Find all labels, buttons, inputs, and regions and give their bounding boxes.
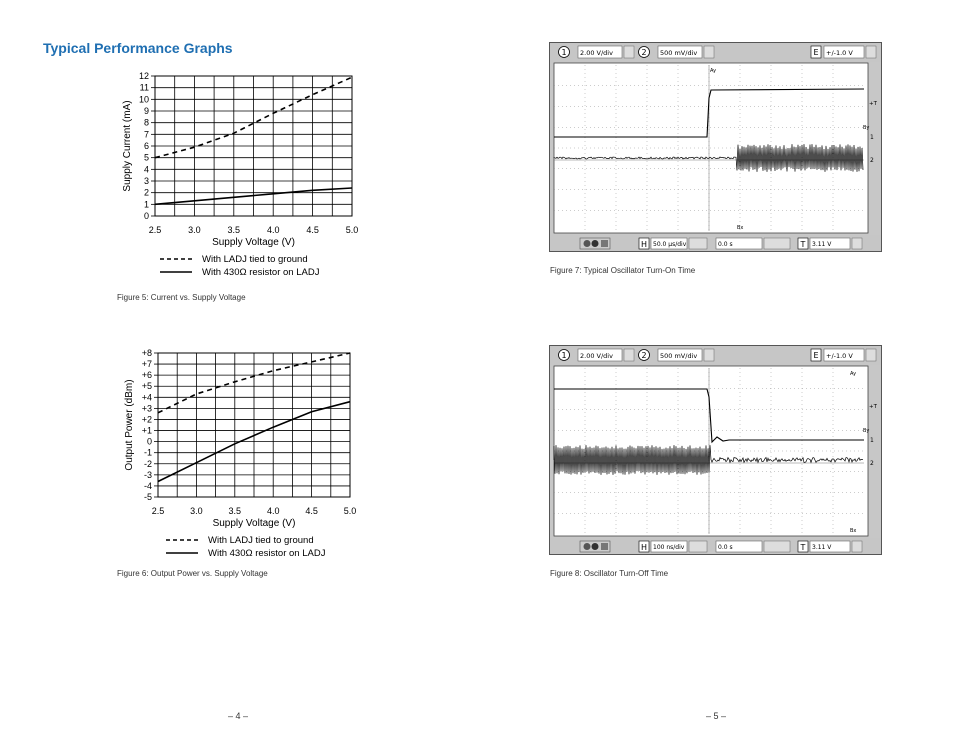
marker-b: Bx xyxy=(850,528,857,534)
x-tick-label: 3.0 xyxy=(190,506,203,516)
x-tick-label: 5.0 xyxy=(343,506,357,516)
trigger-source: E xyxy=(813,351,819,360)
trigger-marker: +T xyxy=(869,101,877,107)
y-tick-label: -5 xyxy=(143,492,152,502)
y-tick-label: -4 xyxy=(143,480,152,491)
ch2-scale: 500 mV/div xyxy=(660,352,698,360)
figure-6-caption: Figure 6: Output Power vs. Supply Voltage xyxy=(117,569,268,578)
ch2-coupling-icon xyxy=(704,46,714,58)
channel-1-marker: 1 xyxy=(870,134,874,141)
y-tick-label: 3 xyxy=(143,176,149,186)
y-tick-label: +5 xyxy=(141,381,152,392)
y-tick-label: -2 xyxy=(143,458,152,469)
trigger-voltage: 3.11 V xyxy=(812,544,832,551)
timebase-adjust-icon xyxy=(689,541,707,552)
y-axis-label: Supply Current (mA) xyxy=(122,100,133,192)
ch2-coupling-icon xyxy=(704,349,714,361)
x-tick-label: 4.0 xyxy=(266,506,280,516)
chart-output-power xyxy=(110,344,370,560)
stop-icon xyxy=(592,240,599,247)
timebase-adjust-icon xyxy=(689,238,707,249)
x-tick-label: 4.5 xyxy=(306,225,319,235)
y-tick-label: 4 xyxy=(143,164,149,175)
section-title: Typical Performance Graphs xyxy=(43,40,233,56)
y-tick-label: 11 xyxy=(139,82,149,93)
trigger-marker: +T xyxy=(869,404,877,410)
ch2-scale: 500 mV/div xyxy=(660,49,698,57)
delay-nav-icon xyxy=(764,238,790,249)
horizontal-label: H xyxy=(640,240,648,249)
x-tick-label: 3.5 xyxy=(227,225,241,235)
legend-label: With LADJ tied to ground xyxy=(208,535,314,546)
x-tick-label: 3.0 xyxy=(188,225,201,235)
ch2-channel-number: 2 xyxy=(641,351,647,360)
marker-by: By xyxy=(863,428,870,434)
channel-1-marker: 1 xyxy=(870,437,874,444)
marker-a: Ay xyxy=(710,68,717,74)
y-tick-label: 0 xyxy=(143,211,149,221)
y-tick-label: 10 xyxy=(138,94,149,105)
x-tick-label: 4.5 xyxy=(305,506,318,516)
delay-nav-icon xyxy=(764,541,790,552)
figure-8-caption: Figure 8: Oscillator Turn-Off Time xyxy=(550,569,669,578)
ch1-channel-number: 1 xyxy=(561,351,567,360)
x-axis-label: Supply Voltage (V) xyxy=(212,518,296,529)
ch1-coupling-icon xyxy=(624,349,634,361)
y-tick-label: -3 xyxy=(143,469,152,480)
chart-supply-current xyxy=(110,66,370,280)
page-number-left: – 4 – xyxy=(228,711,249,721)
ch1-channel-number: 1 xyxy=(561,48,567,57)
channel-2-marker: 2 xyxy=(870,157,874,164)
trigger-spin-icon xyxy=(852,238,862,249)
marker-by: By xyxy=(863,125,870,131)
y-tick-label: -1 xyxy=(143,447,152,458)
oscilloscope-turn-off xyxy=(549,345,882,555)
delay-value: 0.0 s xyxy=(718,544,733,551)
y-tick-label: 12 xyxy=(138,71,149,81)
legend-label: With 430Ω resistor on LADJ xyxy=(202,267,320,278)
stop-icon xyxy=(592,543,599,550)
y-tick-label: +8 xyxy=(141,348,152,358)
spin-arrows-icon xyxy=(866,349,876,361)
timebase-scale: 50.0 µs/div xyxy=(653,241,687,248)
legend-label: With 430Ω resistor on LADJ xyxy=(208,548,326,559)
page-number-right: – 5 – xyxy=(706,711,727,721)
trigger-voltage: 3.11 V xyxy=(812,241,832,248)
y-tick-label: +6 xyxy=(141,370,152,381)
trigger-label: T xyxy=(800,240,806,249)
x-axis-label: Supply Voltage (V) xyxy=(212,237,295,248)
ch2-channel-number: 2 xyxy=(641,48,647,57)
x-tick-label: 2.5 xyxy=(148,225,162,235)
legend-label: With LADJ tied to ground xyxy=(202,254,308,265)
horizontal-label: H xyxy=(640,543,648,552)
y-tick-label: 2 xyxy=(143,187,149,198)
marker-a: Ay xyxy=(850,371,857,377)
run-icon xyxy=(584,240,591,247)
y-tick-label: 0 xyxy=(146,436,152,447)
trigger-source: E xyxy=(813,48,819,57)
y-tick-label: +3 xyxy=(141,403,152,414)
x-tick-label: 5.0 xyxy=(345,225,359,235)
timebase-scale: 100 ns/div xyxy=(653,544,685,551)
trigger-level: +/-1.0 V xyxy=(826,49,853,57)
delay-value: 0.0 s xyxy=(718,241,733,248)
ch1-scale: 2.00 V/div xyxy=(580,49,613,57)
y-tick-label: +2 xyxy=(141,414,152,425)
y-tick-label: 9 xyxy=(143,106,149,116)
x-tick-label: 3.5 xyxy=(228,506,242,516)
figure-5-caption: Figure 5: Current vs. Supply Voltage xyxy=(117,293,246,302)
y-tick-label: +4 xyxy=(141,392,152,403)
y-tick-label: +7 xyxy=(141,359,152,370)
y-axis-label: Output Power (dBm) xyxy=(124,379,135,471)
figure-7-caption: Figure 7: Typical Oscillator Turn-On Time xyxy=(550,266,696,275)
y-tick-label: 6 xyxy=(143,141,149,151)
single-icon xyxy=(601,543,608,550)
x-tick-label: 4.0 xyxy=(266,225,280,235)
marker-b: Bx xyxy=(737,225,744,231)
y-tick-label: 5 xyxy=(143,152,149,163)
spin-arrows-icon xyxy=(866,46,876,58)
ch1-coupling-icon xyxy=(624,46,634,58)
y-tick-label: +1 xyxy=(141,425,152,436)
y-tick-label: 8 xyxy=(143,117,149,128)
x-tick-label: 2.5 xyxy=(151,506,165,516)
trigger-spin-icon xyxy=(852,541,862,552)
ch1-scale: 2.00 V/div xyxy=(580,352,613,360)
y-tick-label: 1 xyxy=(143,199,149,210)
oscilloscope-turn-on xyxy=(549,42,882,252)
y-tick-label: 7 xyxy=(143,129,149,140)
trigger-level: +/-1.0 V xyxy=(826,352,853,360)
trigger-label: T xyxy=(800,543,806,552)
single-icon xyxy=(601,240,608,247)
run-icon xyxy=(584,543,591,550)
channel-2-marker: 2 xyxy=(870,460,874,467)
